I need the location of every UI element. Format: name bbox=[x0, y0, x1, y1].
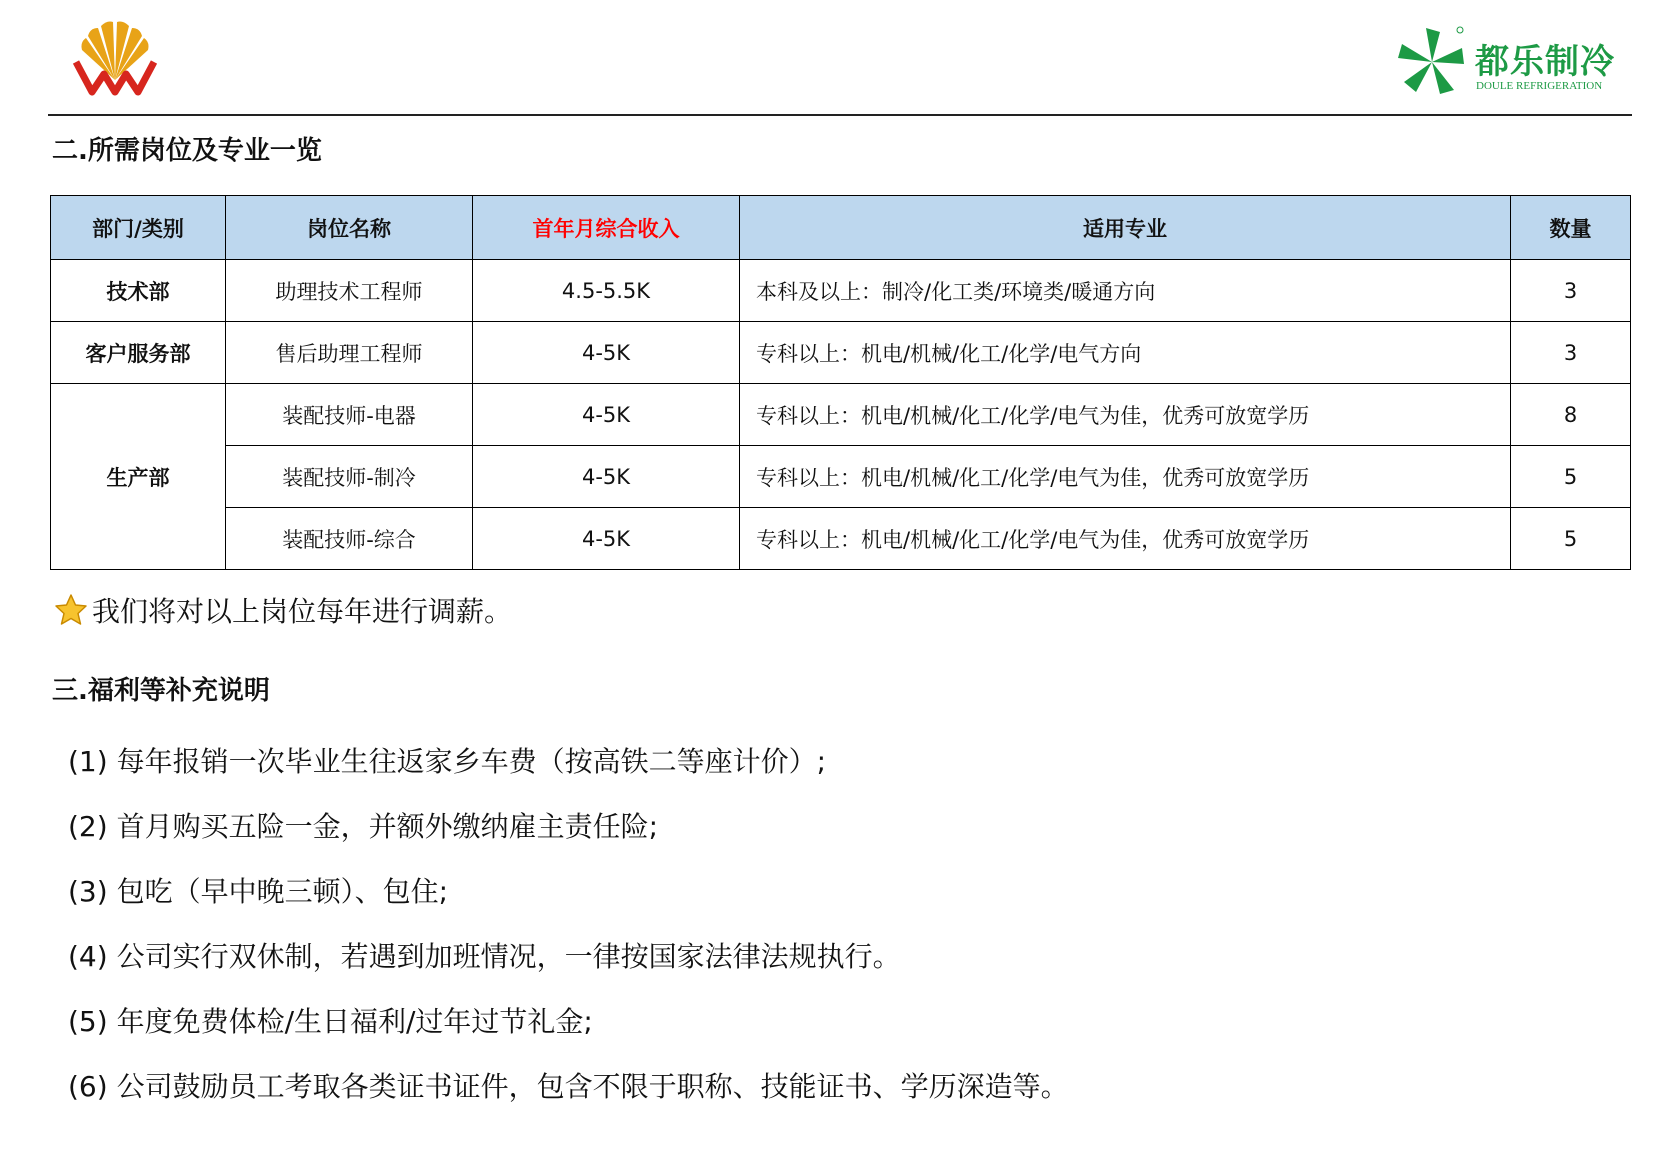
column-header-major: 适用专业 bbox=[740, 196, 1511, 260]
green-pinwheel-logo-icon bbox=[1392, 24, 1472, 98]
table-header-row bbox=[51, 196, 1631, 260]
list-item: (5) 年度免费体检/生日福利/过年过节礼金; bbox=[68, 1005, 593, 1038]
shell-fan-logo-icon bbox=[72, 20, 158, 96]
cell-position: 装配技师-综合 bbox=[226, 508, 473, 570]
cell-income: 4-5K bbox=[473, 446, 740, 508]
cell-position: 售后助理工程师 bbox=[226, 322, 473, 384]
salary-note bbox=[54, 590, 512, 630]
cell-income: 4-5K bbox=[473, 508, 740, 570]
benefits-list bbox=[68, 742, 1069, 1132]
table-row bbox=[51, 322, 1631, 384]
cell-count: 5 bbox=[1511, 446, 1631, 508]
cell-income: 4-5K bbox=[473, 322, 740, 384]
brand-logo bbox=[1392, 24, 1614, 98]
column-header-position: 岗位名称 bbox=[226, 196, 473, 260]
cell-dept: 客户服务部 bbox=[51, 322, 226, 384]
list-item: (1) 每年报销一次毕业生往返家乡车费（按高铁二等座计价）; bbox=[68, 745, 826, 778]
page-header bbox=[0, 0, 1674, 118]
list-item: (3) 包吃（早中晚三顿）、包住; bbox=[68, 875, 448, 908]
cell-major: 专科以上：机电/机械/化工/化学/电气为佳，优秀可放宽学历 bbox=[740, 508, 1511, 570]
table-row bbox=[51, 446, 1631, 508]
list-item: (4) 公司实行双休制，若遇到加班情况，一律按国家法律法规执行。 bbox=[68, 940, 901, 973]
cell-major: 专科以上：机电/机械/化工/化学/电气为佳，优秀可放宽学历 bbox=[740, 384, 1511, 446]
cell-count: 5 bbox=[1511, 508, 1631, 570]
cell-position: 装配技师-电器 bbox=[226, 384, 473, 446]
cell-income: 4.5-5.5K bbox=[473, 260, 740, 322]
column-header-dept: 部门/类别 bbox=[51, 196, 226, 260]
column-header-income: 首年月综合收入 bbox=[473, 196, 740, 260]
cell-count: 3 bbox=[1511, 260, 1631, 322]
cell-dept: 生产部 bbox=[51, 384, 226, 570]
table-row bbox=[51, 260, 1631, 322]
cell-count: 8 bbox=[1511, 384, 1631, 446]
table-row bbox=[51, 508, 1631, 570]
star-icon bbox=[54, 593, 88, 627]
salary-note-text: 我们将对以上岗位每年进行调薪。 bbox=[92, 595, 513, 628]
section-title-benefits: 三.福利等补充说明 bbox=[52, 676, 270, 706]
header-divider bbox=[48, 114, 1632, 116]
brand-name: 都乐制冷 bbox=[1475, 42, 1615, 82]
section-title-positions: 二.所需岗位及专业一览 bbox=[52, 136, 322, 166]
cell-major: 专科以上：机电/机械/化工/化学/电气为佳，优秀可放宽学历 bbox=[740, 446, 1511, 508]
cell-position: 助理技术工程师 bbox=[226, 260, 473, 322]
cell-income: 4-5K bbox=[473, 384, 740, 446]
list-item: (2) 首月购买五险一金，并额外缴纳雇主责任险; bbox=[68, 810, 658, 843]
positions-table bbox=[50, 195, 1631, 570]
cell-major: 专科以上：机电/机械/化工/化学/电气方向 bbox=[740, 322, 1511, 384]
brand-subtitle: DOULE REFRIGERATION bbox=[1476, 80, 1603, 92]
cell-position: 装配技师-制冷 bbox=[226, 446, 473, 508]
cell-major: 本科及以上：制冷/化工类/环境类/暖通方向 bbox=[740, 260, 1511, 322]
column-header-count: 数量 bbox=[1511, 196, 1631, 260]
table-row bbox=[51, 384, 1631, 446]
cell-count: 3 bbox=[1511, 322, 1631, 384]
cell-dept: 技术部 bbox=[51, 260, 226, 322]
list-item: (6) 公司鼓励员工考取各类证书证件，包含不限于职称、技能证书、学历深造等。 bbox=[68, 1070, 1069, 1103]
